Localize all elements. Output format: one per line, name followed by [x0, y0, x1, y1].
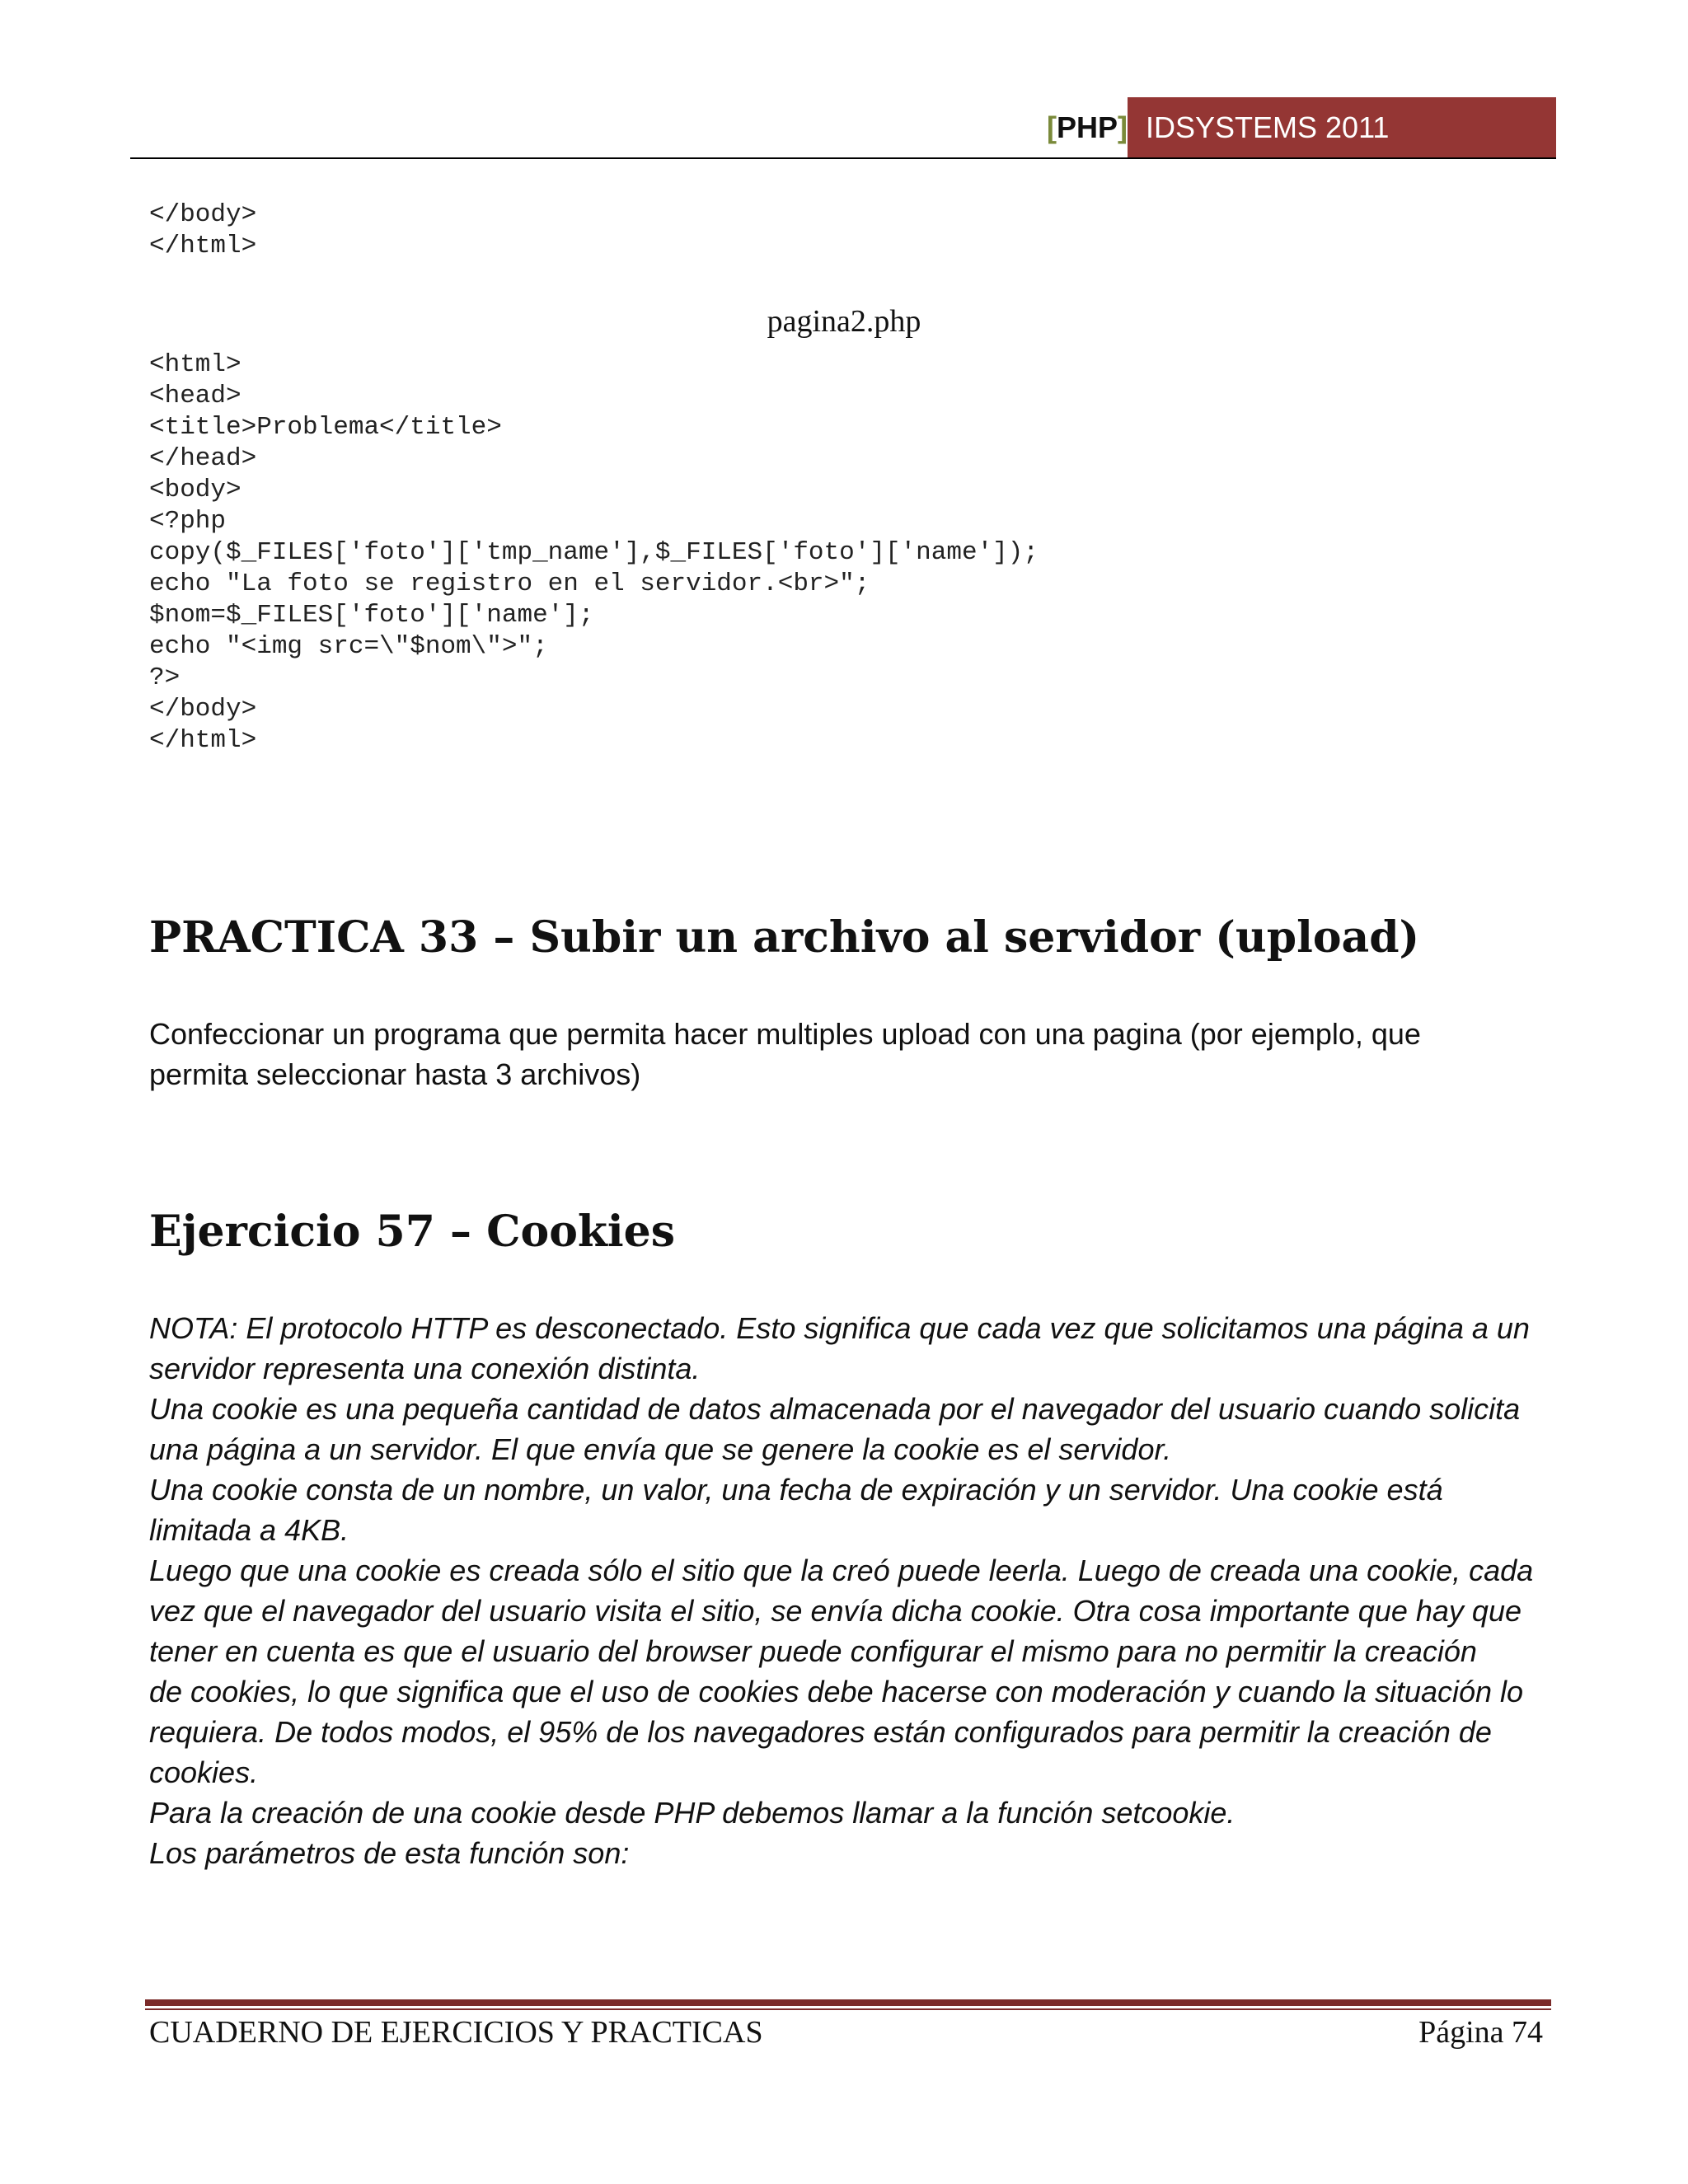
header-tag-text: PHP — [1056, 110, 1118, 144]
code-line: </head> — [149, 444, 257, 473]
code-line: <body> — [149, 476, 241, 504]
ejercicio-heading: Ejercicio 57 – Cookies — [149, 1207, 676, 1257]
code-line: </html> — [149, 726, 257, 755]
paragraph-line: servidor representa una conexión distinta. — [149, 1352, 701, 1385]
code-block-top — [149, 199, 256, 262]
paragraph-line: una página a un servidor. El que envía que se genere la cookie es el servidor. — [149, 1432, 1172, 1466]
code-line: echo "La foto se registro en el servidor.<br>"; — [149, 569, 870, 598]
code-line: <html> — [149, 350, 241, 379]
practica-heading: PRACTICA 33 – Subir un archivo al servidor (upload) — [149, 912, 1420, 963]
footer-rule-thick — [145, 1999, 1551, 2006]
header-bracket-open: [ — [1046, 110, 1057, 144]
paragraph-line: Para la creación de una cookie desde PHP debemos llamar a la función setcookie. — [149, 1796, 1236, 1830]
code-line: ?> — [149, 663, 181, 692]
code-line: copy($_FILES['foto']['tmp_name'],$_FILES['foto']['name']); — [149, 538, 1039, 567]
cookies-note-paragraph — [149, 1308, 1550, 1873]
paragraph-line: Los parámetros de esta función son: — [149, 1836, 630, 1870]
paragraph-line: NOTA: El protocolo HTTP es desconectado. Esto significa que cada vez que solicitamos una página a un — [149, 1311, 1530, 1345]
code-line: echo "<img src=\"$nom\">"; — [149, 632, 548, 661]
paragraph-line: Confeccionar un programa que permita hacer multiples upload con una pagina (por ejemplo, que — [149, 1017, 1421, 1051]
code-line: </body> — [149, 695, 257, 724]
footer-page-number: Página 74 — [1418, 2015, 1543, 2050]
practica-paragraph — [149, 1014, 1550, 1094]
paragraph-line: Una cookie es una pequeña cantidad de datos almacenada por el navegador del usuario cuando solicita — [149, 1392, 1521, 1426]
paragraph-line: Una cookie consta de un nombre, un valor, una fecha de expiración y un servidor. Una cookie está — [149, 1473, 1443, 1507]
paragraph-line: permita seleccionar hasta 3 archivos) — [149, 1057, 641, 1091]
header-bracket-close: ] — [1118, 110, 1128, 144]
header-rule — [130, 157, 1556, 159]
paragraph-line: requiera. De todos modos, el 95% de los navegadores están configurados para permitir la creación de — [149, 1715, 1492, 1749]
code-line: <?php — [149, 507, 227, 536]
paragraph-line: Luego que una cookie es creada sólo el sitio que la creó puede leerla. Luego de creada una cookie, cada — [149, 1554, 1534, 1587]
code-line: $nom=$_FILES['foto']['name']; — [149, 601, 594, 630]
header-title: IDSYSTEMS 2011 — [1146, 110, 1390, 144]
paragraph-line: tener en cuenta es que el usuario del browser puede configurar el mismo para no permitir la creación — [149, 1634, 1477, 1668]
paragraph-line: de cookies, lo que significa que el uso de cookies debe hacerse con moderación y cuando la situación lo — [149, 1675, 1524, 1708]
header-title-box — [1128, 97, 1556, 158]
code-line: </html> — [149, 232, 257, 260]
file-caption: pagina2.php — [767, 304, 921, 339]
header-tag — [1047, 105, 1128, 150]
code-block-pagina2 — [149, 349, 1039, 757]
paragraph-line: vez que el navegador del usuario visita el sitio, se envía dicha cookie. Otra cosa importante que hay que — [149, 1594, 1522, 1628]
code-line: <head> — [149, 382, 241, 410]
code-line: <title>Problema</title> — [149, 413, 502, 442]
code-line: </body> — [149, 200, 257, 229]
paragraph-line: limitada a 4KB. — [149, 1513, 349, 1547]
footer-book-title: CUADERNO DE EJERCICIOS Y PRACTICAS — [149, 2015, 763, 2050]
paragraph-line: cookies. — [149, 1755, 259, 1789]
